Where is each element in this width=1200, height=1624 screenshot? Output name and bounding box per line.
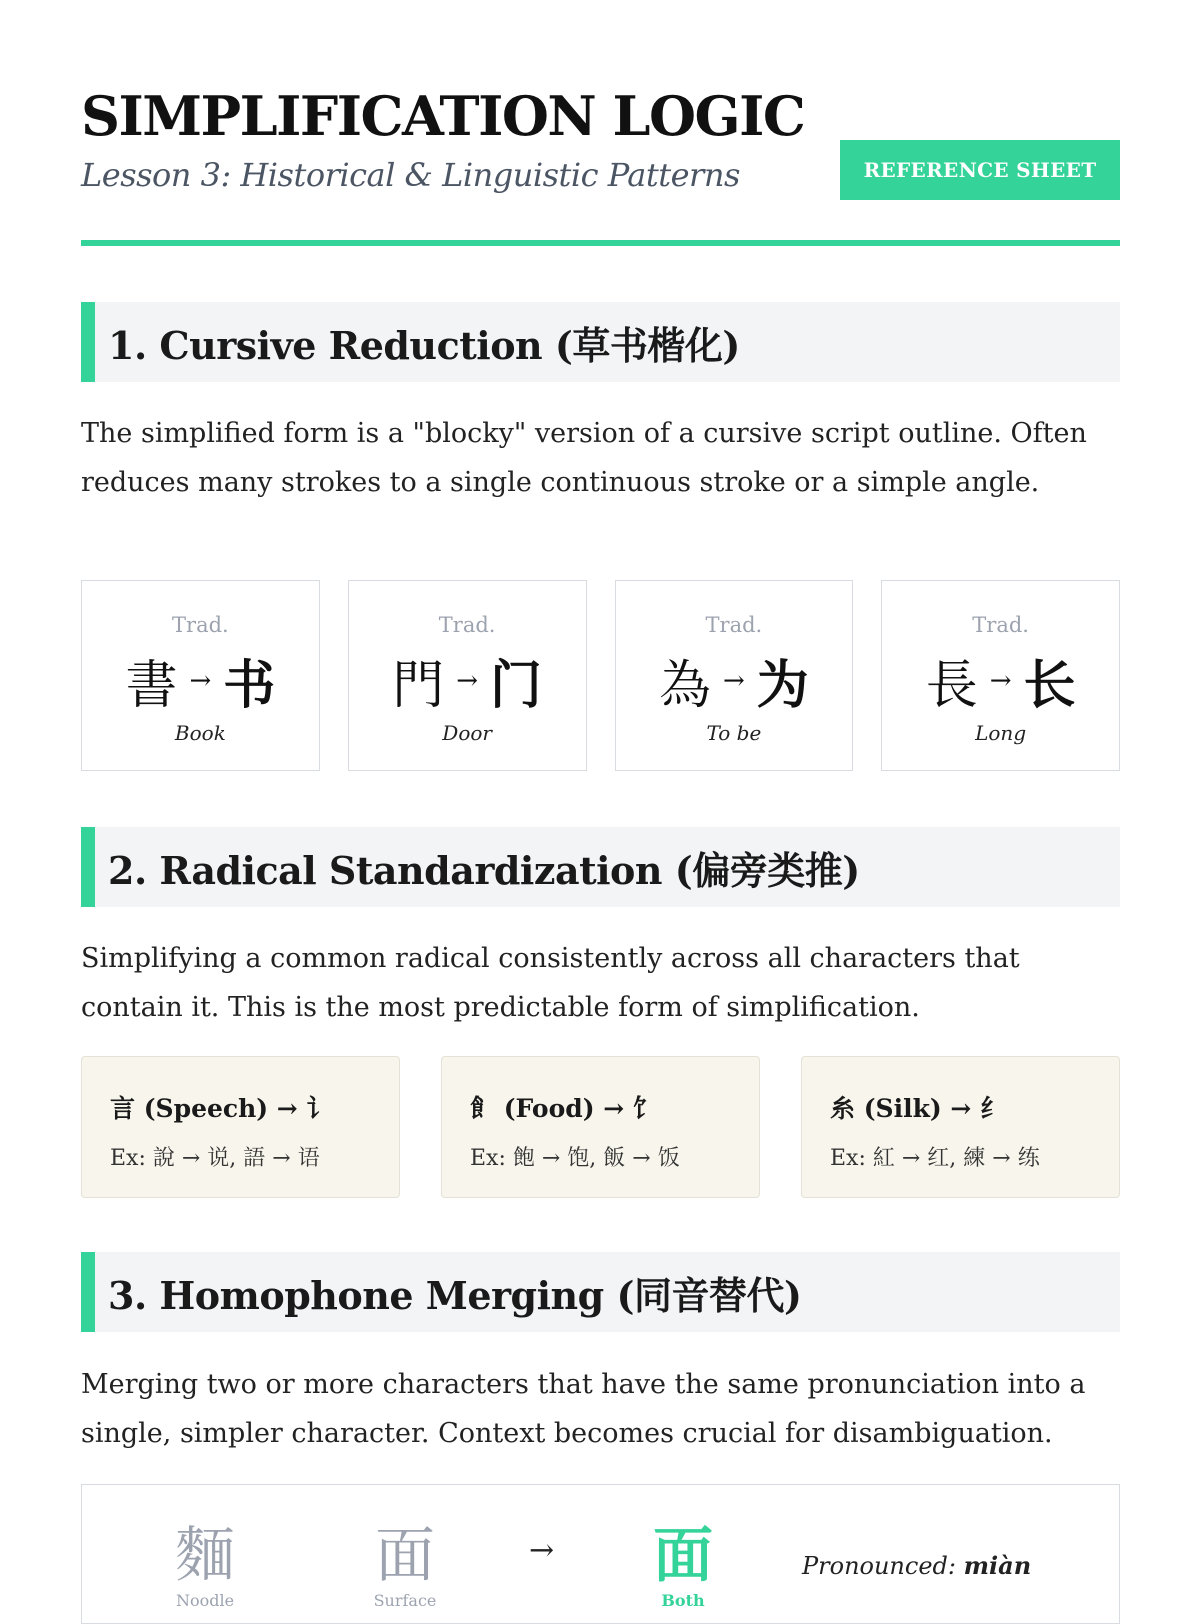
radical-rule: 言 (Speech) → 讠 [110, 1094, 332, 1123]
section-header-homophone [81, 1252, 1120, 1332]
reference-sheet [81, 0, 1120, 1610]
meaning: Book [174, 721, 226, 745]
character-pair [882, 643, 1119, 718]
arrow-icon: → [529, 1533, 555, 1568]
example-card [615, 580, 854, 771]
reference-sheet-badge: REFERENCE SHEET [840, 140, 1120, 200]
section-description: Merging two or more characters that have the same pronunciation into a single, simpler character. Context becomes crucial for disambiguation. [81, 1369, 1086, 1449]
source-char: 面 [375, 1521, 435, 1591]
traditional-char: 為 [658, 656, 711, 716]
radical-card [801, 1056, 1120, 1198]
radical-rule: 飠 (Food) → 饣 [470, 1094, 658, 1123]
radical-examples [81, 1056, 1120, 1198]
arrow-icon: → [189, 665, 212, 696]
trad-label: Trad. [438, 613, 496, 637]
homophone-merge-example [81, 1484, 1120, 1624]
traditional-char: 書 [125, 656, 178, 716]
example-card [81, 580, 320, 771]
example-card [881, 580, 1120, 771]
character-pair [82, 643, 319, 718]
simplified-char: 为 [756, 655, 809, 716]
character-pair [349, 643, 586, 718]
source-char-noodle [160, 1521, 250, 1610]
meaning: Door [442, 721, 492, 745]
simplified-char: 门 [490, 655, 543, 716]
meaning: Long [975, 721, 1027, 745]
radical-example: Ex: 紅 → 红, 練 → 练 [830, 1146, 1040, 1171]
section-header-radical [81, 827, 1120, 907]
page-header [81, 0, 1120, 246]
section-description: The simplified form is a "blocky" version of a cursive script outline. Often reduces many strokes to a single continuous stroke or a simple angle. [81, 418, 1087, 498]
traditional-char: 門 [392, 656, 445, 716]
pronunciation-value: miàn [963, 1551, 1032, 1580]
meaning: To be [706, 721, 762, 745]
source-gloss: Noodle [175, 1591, 235, 1610]
pronunciation-label: Pronounced: [802, 1552, 956, 1580]
section-header-cursive [81, 302, 1120, 382]
radical-card [441, 1056, 760, 1198]
section-title: 1. Cursive Reduction (草书楷化) [108, 322, 740, 368]
section-title: 2. Radical Standardization (偏旁类推) [108, 847, 860, 893]
source-char-surface [360, 1521, 450, 1610]
section-description: Simplifying a common radical consistently across all characters that contain it. This is the most predictable form of simplification. [81, 943, 1020, 1023]
radical-card [81, 1056, 400, 1198]
arrow-icon: → [456, 665, 479, 696]
result-char [638, 1521, 728, 1610]
radical-example: Ex: 飽 → 饱, 飯 → 饭 [470, 1146, 680, 1171]
example-card [348, 580, 587, 771]
radical-example: Ex: 說 → 说, 語 → 语 [110, 1146, 320, 1171]
simplified-char: 书 [223, 655, 276, 716]
source-char: 麵 [175, 1521, 235, 1591]
page-subtitle: Lesson 3: Historical & Linguistic Patterns [81, 156, 740, 194]
merged-char: 面 [653, 1521, 713, 1591]
section-title: 3. Homophone Merging (同音替代) [108, 1272, 802, 1318]
trad-label: Trad. [705, 613, 763, 637]
page-title: SIMPLIFICATION LOGIC [81, 84, 805, 148]
source-gloss: Surface [373, 1591, 437, 1610]
pronunciation [802, 1551, 1031, 1580]
arrow-icon: → [722, 665, 745, 696]
traditional-char: 長 [925, 656, 978, 716]
cursive-examples [81, 580, 1120, 771]
merged-gloss: Both [661, 1591, 705, 1610]
radical-rule: 糸 (Silk) → 纟 [830, 1094, 1006, 1123]
arrow-icon: → [989, 665, 1012, 696]
simplified-char: 长 [1023, 655, 1076, 716]
character-pair [616, 643, 853, 718]
trad-label: Trad. [972, 613, 1029, 637]
trad-label: Trad. [172, 613, 229, 637]
